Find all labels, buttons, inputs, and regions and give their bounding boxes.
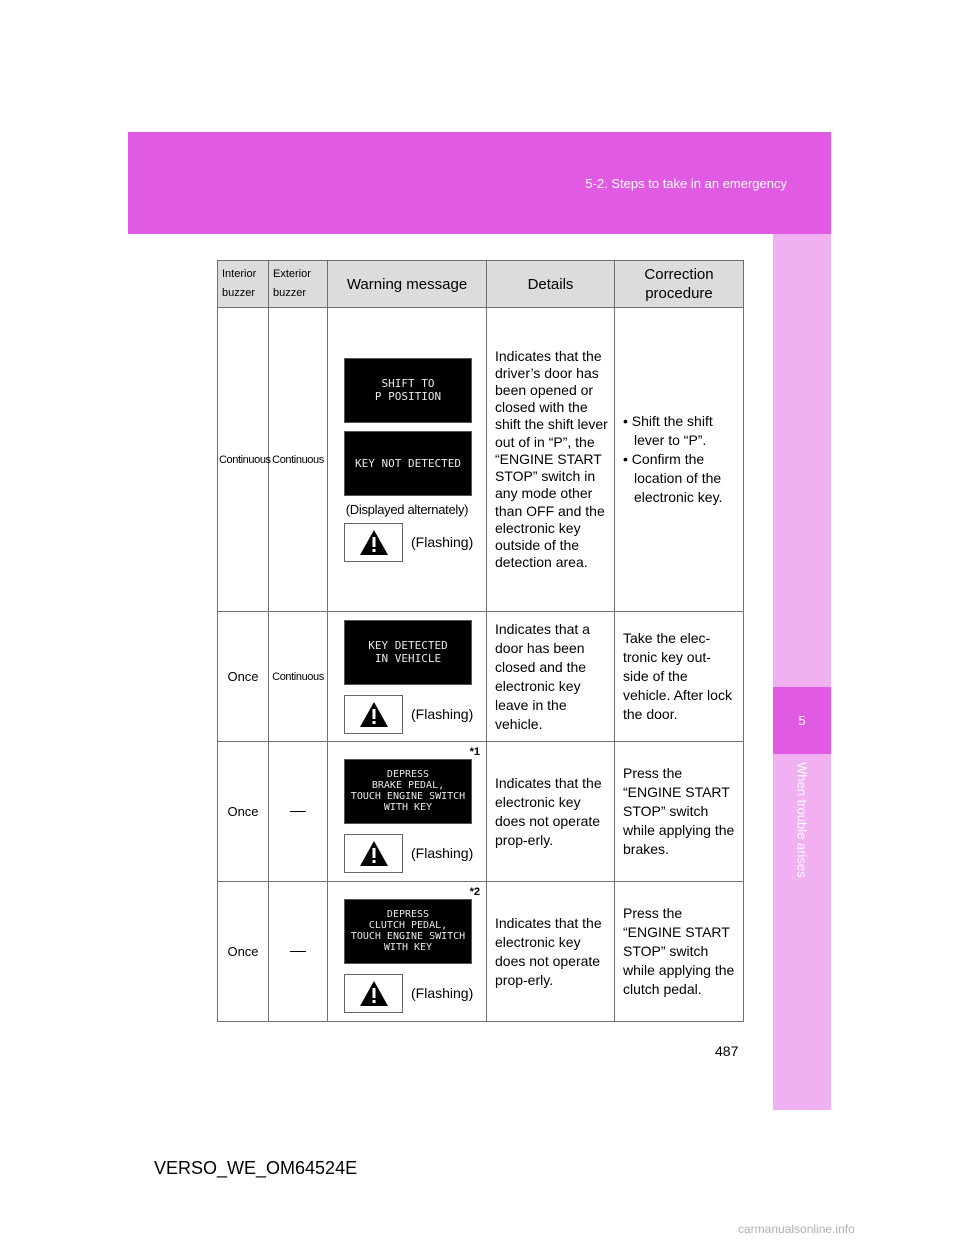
warning-message-cell (328, 882, 487, 1022)
flashing-indicator: (Flashing) (328, 834, 486, 873)
exterior-buzzer-cell: Continuous (269, 308, 328, 612)
section-title: 5-2. Steps to take in an emergency (585, 176, 787, 191)
warning-triangle-icon (344, 523, 403, 562)
warning-triangle-icon (344, 974, 403, 1013)
display-screen: KEY DETECTED IN VEHICLE (344, 620, 472, 685)
flashing-indicator: (Flashing) (328, 523, 486, 562)
correction-cell (615, 308, 744, 612)
details-cell: Indicates that a door has been closed and the electronic key leave in the vehicle. (487, 612, 615, 742)
flashing-indicator: (Flashing) (328, 974, 486, 1013)
correction-item: • Confirm the location of the electronic key. (623, 451, 723, 505)
details-cell: Indicates that the electronic key does not operate prop-erly. (487, 742, 615, 882)
display-screen: DEPRESS CLUTCH PEDAL, TOUCH ENGINE SWITCH WITH KEY (344, 899, 472, 964)
warning-table (217, 260, 744, 1022)
exterior-buzzer-cell: Continuous (269, 612, 328, 742)
warning-message-cell (328, 612, 487, 742)
details-cell: Indicates that the electronic key does not operate prop-erly. (487, 882, 615, 1022)
dash-mark (290, 811, 306, 812)
displayed-alternately-note: (Displayed alternately) (345, 501, 469, 517)
message-group (328, 620, 486, 734)
correction-item: • Shift the shift lever to “P”. (623, 413, 713, 448)
display-screen: DEPRESS BRAKE PEDAL, TOUCH ENGINE SWITCH WITH KEY (344, 759, 472, 824)
interior-buzzer-cell: Once (218, 742, 269, 882)
display-screen: SHIFT TO P POSITION (344, 358, 472, 423)
warning-message-cell (328, 742, 487, 882)
exterior-buzzer-cell (269, 882, 328, 1022)
warning-triangle-icon (344, 695, 403, 734)
details-cell: Indicates that the driver’s door has been opened or closed with the shift the shift lever out of in “P”, the “ENGINE START STOP” switch in any mode other than OFF and the electronic key outside of the detection area. (487, 308, 615, 612)
table-row (218, 308, 744, 612)
table-row (218, 742, 744, 882)
warning-triangle-icon (344, 834, 403, 873)
interior-buzzer-cell: Once (218, 882, 269, 1022)
footnote-ref: *2 (469, 886, 480, 898)
message-group (328, 891, 486, 1013)
side-tab-top (773, 234, 831, 687)
interior-buzzer-cell: Continuous (218, 308, 269, 612)
warning-message-cell (328, 308, 487, 612)
side-tab-label: When trouble arises (794, 762, 810, 878)
page-number: 487 (715, 1043, 739, 1059)
document-id: VERSO_WE_OM64524E (154, 1158, 358, 1178)
table-row (218, 882, 744, 1022)
col-warning-message: Warning message (328, 261, 487, 308)
footnote-ref: *1 (469, 746, 480, 758)
correction-cell: Take the elec-tronic key out-side of the vehicle. After lock the door. (615, 612, 744, 742)
col-details: Details (487, 261, 615, 308)
flashing-indicator: (Flashing) (328, 695, 486, 734)
message-group (328, 751, 486, 873)
side-tab-label-box (773, 754, 831, 1110)
table-row (218, 612, 744, 742)
watermark: carmanualsonline.info (738, 1222, 855, 1236)
col-exterior-buzzer: Exterior buzzer (269, 261, 328, 308)
interior-buzzer-cell: Once (218, 612, 269, 742)
table-header-row (218, 261, 744, 308)
col-correction: Correction procedure (615, 261, 744, 308)
correction-cell: Press the “ENGINE START STOP” switch while applying the brakes. (615, 742, 744, 882)
correction-cell: Press the “ENGINE START STOP” switch while applying the clutch pedal. (615, 882, 744, 1022)
correction-list (623, 412, 735, 507)
dash-mark (290, 951, 306, 952)
col-interior-buzzer: Interior buzzer (218, 261, 269, 308)
message-group (328, 358, 486, 562)
display-screen: KEY NOT DETECTED (344, 431, 472, 496)
side-tab-number: 5 (773, 687, 831, 754)
header-band (128, 132, 831, 234)
exterior-buzzer-cell (269, 742, 328, 882)
